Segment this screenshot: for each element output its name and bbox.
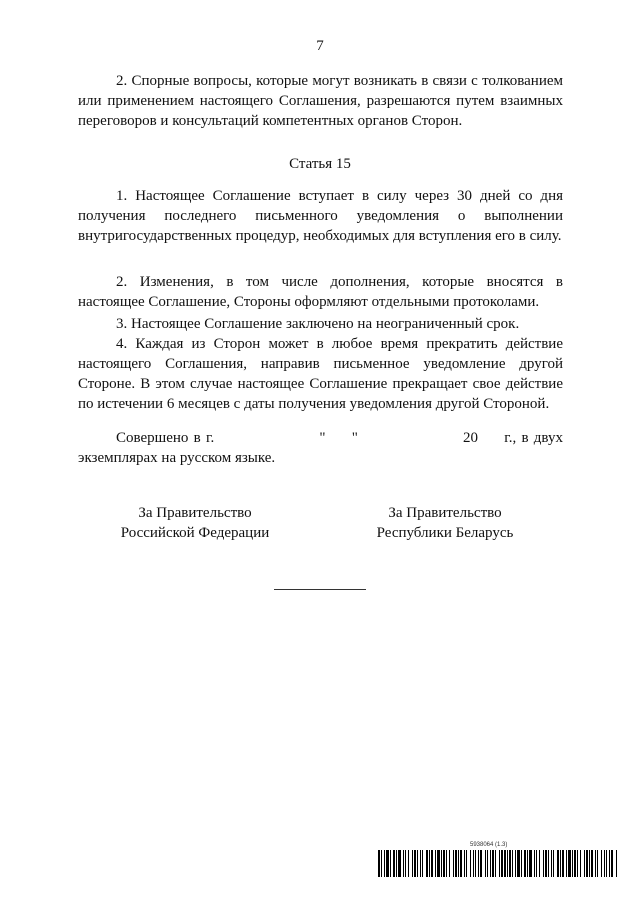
barcode-bar — [492, 850, 494, 877]
barcode-bar — [422, 850, 423, 877]
barcode-bar — [396, 850, 397, 877]
article-heading: Статья 15 — [289, 156, 351, 172]
barcode-bar — [480, 850, 482, 877]
barcode-bar — [572, 850, 573, 877]
barcode-bar — [441, 850, 442, 877]
barcode-bar — [408, 850, 409, 877]
barcode-bar — [601, 850, 602, 877]
paragraph-done-at: Совершено в г. " " 20 г., в двух экземплярах на русском языке. — [78, 430, 567, 466]
barcode-bar — [414, 850, 416, 877]
barcode-bar — [597, 850, 598, 877]
barcode-bar — [403, 850, 404, 877]
barcode-bar — [543, 850, 544, 877]
barcode-bar — [466, 850, 467, 877]
barcode-bar — [560, 850, 561, 877]
barcode-bar — [470, 850, 471, 877]
barcode-bar — [420, 850, 421, 877]
paragraph-entry-into-force: 1. Настоящее Соглашение вступает в силу через 30 дней со дня получения последнего письменного уведомления о выполнении внутригосударственных процедур, необходимых для вступления его в силу. — [78, 188, 563, 244]
barcode-bar — [495, 850, 496, 877]
paragraph-termination: 4. Каждая из Сторон может в любое время прекратить действие настоящего Соглашения, направив письменное уведомление другой Стороне. В этом случае настоящее Соглашение прекращает свое действие по истечении 6 месяцев с даты получения уведомления другой Стороной. — [78, 336, 563, 412]
barcode-bar — [536, 850, 537, 877]
barcode-bar — [381, 850, 382, 877]
barcode-bar — [429, 850, 430, 877]
barcode-bar — [464, 850, 465, 877]
barcode-bar — [568, 850, 571, 877]
end-divider — [274, 589, 366, 590]
barcode-bar — [455, 850, 457, 877]
signature-block-russia — [110, 503, 280, 543]
barcode-bar — [473, 850, 474, 877]
barcode-bar — [574, 850, 576, 877]
barcode-bar — [437, 850, 440, 877]
barcode-bar — [586, 850, 588, 877]
barcode-bar — [431, 850, 433, 877]
signature-block-belarus — [360, 503, 530, 543]
barcode-bar — [453, 850, 454, 877]
barcode-bar — [509, 850, 511, 877]
barcode — [378, 850, 617, 877]
barcode-bar — [551, 850, 552, 877]
barcode-bar — [405, 850, 406, 877]
barcode-bar — [485, 850, 486, 877]
barcode-bar — [475, 850, 476, 877]
barcode-bar — [595, 850, 596, 877]
barcode-bar — [390, 850, 391, 877]
barcode-bar — [589, 850, 590, 877]
barcode-bar — [443, 850, 445, 877]
barcode-bar — [557, 850, 559, 877]
barcode-bar — [534, 850, 535, 877]
barcode-bar — [487, 850, 488, 877]
barcode-bar — [386, 850, 389, 877]
barcode-bar — [577, 850, 578, 877]
barcode-bar — [616, 850, 617, 877]
barcode-bar — [504, 850, 506, 877]
page-number: 7 — [316, 38, 324, 54]
barcode-bar — [446, 850, 447, 877]
barcode-bar — [515, 850, 516, 877]
barcode-bar — [412, 850, 413, 877]
barcode-bar — [512, 850, 513, 877]
barcode-bar — [521, 850, 522, 877]
barcode-bar — [604, 850, 605, 877]
barcode-bar — [566, 850, 567, 877]
barcode-bar — [417, 850, 418, 877]
barcode-bar — [378, 850, 380, 877]
document-code: 5938064 (1.3) — [470, 842, 508, 848]
barcode-bar — [426, 850, 428, 877]
barcode-bar — [584, 850, 585, 877]
barcode-bar — [478, 850, 479, 877]
barcode-bar — [449, 850, 450, 877]
barcode-bar — [548, 850, 549, 877]
barcode-bar — [517, 850, 520, 877]
barcode-bar — [606, 850, 607, 877]
barcode-bar — [611, 850, 613, 877]
paragraph-amendments: 2. Изменения, в том числе дополнения, которые вносятся в настоящее Соглашение, Стороны оформляют отдельными протоколами. — [78, 274, 563, 310]
paragraph-term: 3. Настоящее Соглашение заключено на неограниченный срок. — [116, 316, 520, 332]
barcode-bar — [553, 850, 554, 877]
signature-belarus-line2: Республики Беларусь — [376, 525, 514, 541]
barcode-bar — [435, 850, 436, 877]
barcode-bar — [501, 850, 503, 877]
barcode-bar — [393, 850, 395, 877]
barcode-bar — [458, 850, 459, 877]
barcode-bar — [591, 850, 593, 877]
barcode-bar — [499, 850, 500, 877]
barcode-bar — [609, 850, 610, 877]
signature-russia-line1: За Правительство — [138, 505, 252, 521]
barcode-bar — [384, 850, 385, 877]
paragraph-dispute-resolution: 2. Спорные вопросы, которые могут возникать в связи с толкованием или применением настоящего Соглашения, разрешаются путем взаимных переговоров и консультаций компетентных органов Сторон. — [78, 73, 563, 129]
barcode-bar — [524, 850, 526, 877]
barcode-bar — [562, 850, 564, 877]
barcode-bar — [580, 850, 581, 877]
signature-russia-line2: Российской Федерации — [120, 525, 270, 541]
barcode-bar — [507, 850, 508, 877]
barcode-bar — [398, 850, 401, 877]
barcode-bar — [539, 850, 540, 877]
barcode-bar — [490, 850, 491, 877]
barcode-bar — [460, 850, 462, 877]
barcode-bar — [545, 850, 547, 877]
barcode-bar — [529, 850, 532, 877]
barcode-bar — [527, 850, 528, 877]
signature-belarus-line1: За Правительство — [388, 505, 502, 521]
